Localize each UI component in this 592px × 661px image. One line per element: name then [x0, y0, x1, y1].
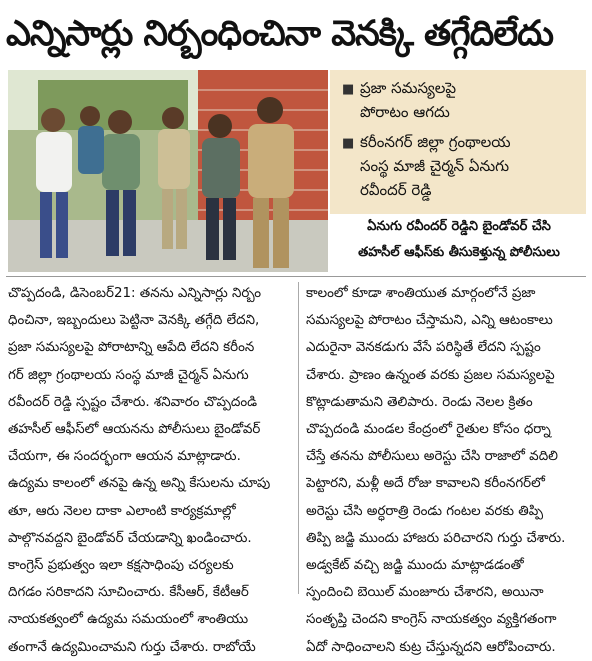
article-line: అడ్వకేట్ వచ్చి జడ్జి ముందు మాట్లాడడంతో	[306, 558, 524, 574]
column-divider	[298, 282, 299, 594]
article-line: పెట్టారని, మళ్లీ అదే రోజు కావాలని కరీంనగర్‌లో	[306, 476, 545, 492]
article-line: చేశారు. ప్రాణం ఉన్నంత వరకు ప్రజల సమస్యలపై	[306, 367, 555, 383]
photo-caption: ఏనుగు రవీందర్ రెడ్డిని బైండోవర్ చేసి తహసీల్ ఆఫీస్‌కు తీసుకెళ్తున్న పోలీసులు	[358, 219, 560, 260]
article-line: కొట్లాడుతామని తెలిపారు. రెండు నెలల క్రితం	[306, 394, 533, 410]
article-line: దిగడం సరికాదని సూచించారు. కేసీఆర్, కేటీఆర్	[8, 585, 249, 601]
highlight-box	[330, 70, 586, 214]
article-line: సమస్యలపై పోరాటం చేస్తామని, ఎన్ని ఆటంకాలు	[306, 313, 553, 329]
article-line: తూ, ఆరు నెలల దాకా ఎలాంటి కార్యక్రమాల్లో	[8, 503, 236, 519]
article-line: గర్ జిల్లా గ్రంథాలయ సంస్థ మాజీ చైర్మన్ ఏనుగు	[8, 367, 249, 383]
article-line: స్పందించి బెయిల్ మంజూరు చేశారని, అయినా	[306, 585, 544, 601]
square-bullet-icon: ■	[342, 82, 355, 97]
article-line: కాలంలో కూడా శాంతియుత మార్గంలోనే ప్రజా	[306, 286, 536, 301]
article-line: చేస్తే తనను పోలీసులు అరెస్టు చేసి రాజాలో వదిలి	[306, 449, 558, 465]
article-line: రవీందర్ రెడ్డి స్పష్టం చేశారు. శనివారం చొప్పదండి	[8, 394, 258, 410]
article-line: ఉద్యమ కాలంలో తనపై ఉన్న అన్ని కేసులను చూపు	[8, 476, 271, 492]
article-line: ఏదో సాధించాలని కుట్ర చేస్తున్నదని ఆరోపించారు.	[306, 639, 556, 655]
article-line: చొప్పదండి మండల కేంద్రంలో రైతుల కోసం ధర్నా	[306, 422, 551, 438]
divider	[6, 276, 586, 277]
article-line: చేయగా, ఈ సందర్భంగా ఆయన మాట్లాడారు.	[8, 449, 241, 465]
article-line: నాయకత్వంలో ఉద్యమ సమయంలో శాంతియు	[8, 612, 249, 628]
article-column-1	[8, 280, 292, 661]
article-line: పాల్గొనవద్దని బైండోవర్ చేయడాన్ని ఖండించారు.	[8, 530, 252, 546]
article-column-2	[306, 280, 588, 661]
article-line: తంగానే ఉద్యమించామని గుర్తు చేశారు. రాబోయే	[8, 639, 256, 655]
police-escort-photo	[8, 70, 328, 272]
article-line: ప్రజా సమస్యలపై పోరాటాన్ని ఆపేది లేదని కరీంన	[8, 340, 255, 356]
square-bullet-icon: ■	[342, 136, 355, 151]
news-photo	[8, 70, 328, 272]
highlight-item: ప్రజా సమస్యలపై పోరాటం ఆగదు	[360, 79, 457, 121]
article-line: అరెస్టు చేసి అర్ధరాత్రి రెండు గంటల వరకు తిప్పి	[306, 503, 544, 519]
article-line: కాంగ్రెస్ ప్రభుత్వం ఇలా కక్షసాధింపు చర్యలకు	[8, 558, 234, 574]
article-line: సంతృప్తి చెందని కాంగ్రెస్ నాయకత్వం వ్యక్తిగతంగా	[306, 612, 557, 628]
article-line: తహసీల్ ఆఫీస్‌లో ఆయనను పోలీసులు బైండోవర్	[8, 422, 261, 438]
article-line: ధించినా, ఇబ్బందులు పెట్టినా వెనక్కి తగ్గేది లేదని,	[8, 313, 260, 329]
article-line: తిప్పి జడ్జి ముందు హాజరు పరిచారని గుర్తు చేశారు.	[306, 530, 566, 546]
headline: ఎన్నిసార్లు నిర్బంధించినా వెనక్కి తగ్గేదిలేదు	[6, 14, 554, 54]
article-line: ఎదురైనా వెనకడుగు వేసే పరిస్థితే లేదని స్పష్టం	[306, 340, 541, 356]
article-line: చొప్పదండి, డిసెంబర్21: తనను ఎన్నిసార్లు నిర్బం	[8, 286, 262, 301]
highlight-item: కరీంనగర్ జిల్లా గ్రంథాలయ సంస్థ మాజీ చైర్మన్ ఏనుగు రవీందర్ రెడ్డి	[360, 133, 511, 199]
